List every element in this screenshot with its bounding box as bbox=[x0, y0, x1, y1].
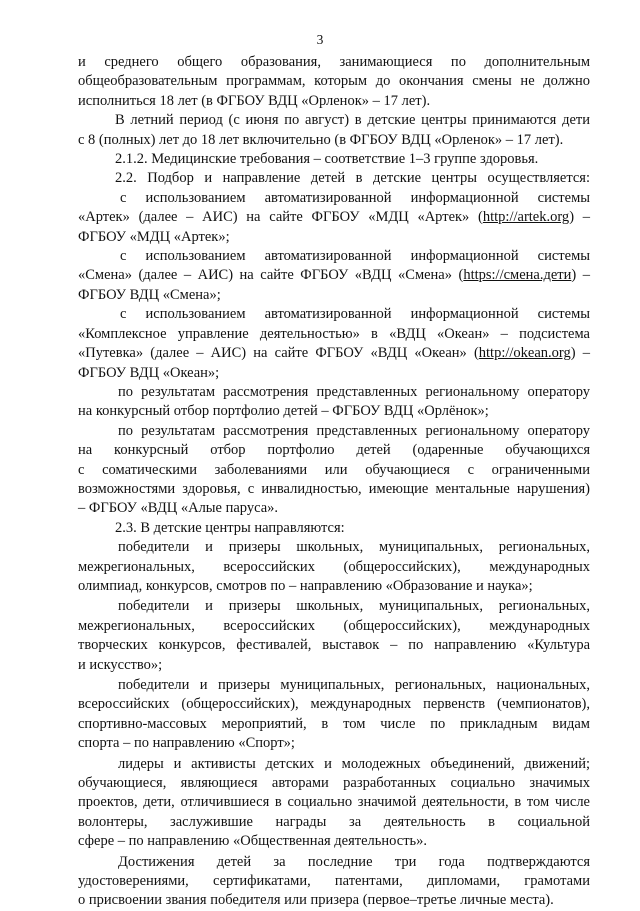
text-line: победители и призеры школьных, муниципальных, региональных, bbox=[118, 598, 590, 615]
text-line: лидеры и активисты детских и молодежных объединений, движений; bbox=[118, 755, 590, 772]
paragraph-orlenok bbox=[78, 383, 590, 422]
text-line: с 8 (полных) лет до 18 лет включительно (в ФГБОУ ВДЦ «Орленок» – 17 лет). bbox=[78, 131, 564, 148]
text-line: с использованием автоматизированной информационной системы bbox=[120, 306, 590, 323]
paragraph-achievements bbox=[78, 853, 590, 911]
text-line: ФГБОУ ВДЦ «Океан»; bbox=[78, 364, 220, 381]
text-line: – ФГБОУ «ВДЦ «Алые паруса». bbox=[78, 500, 279, 517]
text-line: всероссийских (общероссийских), международных первенств (чемпионатов), bbox=[78, 696, 590, 713]
text-line: на конкурсный отбор портфолио детей (одаренные обучающихся bbox=[78, 442, 590, 459]
paragraph-summer-period bbox=[78, 111, 590, 150]
text-line: творческих конкурсов, фестивалей, выставок – по направлению «Культура bbox=[78, 637, 590, 654]
text-line-with-link: «Артек» (далее – АИС) на сайте ФГБОУ «МДЦ «Артек» (http://artek.org) – bbox=[78, 209, 590, 226]
document-body bbox=[78, 53, 590, 911]
text-line: обучающиеся, являющиеся авторами разработанных социально значимых bbox=[78, 775, 590, 792]
text-line: по результатам рассмотрения представленных региональному оператору bbox=[118, 422, 590, 439]
text-line-with-link: «Смена» (далее – АИС) на сайте ФГБОУ «ВДЦ «Смена» (https://смена.дети) – bbox=[78, 267, 590, 284]
text-line: «Комплексное управление деятельностью» в «ВДЦ «Океан» – подсистема bbox=[78, 325, 590, 342]
paragraph-culture bbox=[78, 597, 590, 675]
text-line: Достижения детей за последние три года подтверждаются bbox=[118, 853, 590, 870]
text-line: межрегиональных, всероссийских (общероссийских), международных bbox=[78, 617, 590, 634]
paragraph-2-2 bbox=[78, 169, 590, 188]
text-line: проектов, дети, отличившиеся в социально значимой деятельности, в том числе bbox=[78, 794, 590, 811]
text-line: 2.1.2. Медицинские требования – соответствие 1–3 группе здоровья. bbox=[115, 151, 539, 168]
paragraph-sport bbox=[78, 676, 590, 754]
text-line: удостоверениями, сертификатами, патентами, дипломами, грамотами bbox=[78, 873, 590, 890]
text-line: победители и призеры муниципальных, региональных, национальных, bbox=[118, 677, 590, 693]
website-link[interactable]: https://смена.дети bbox=[463, 267, 572, 284]
text-line: и искусство»; bbox=[78, 656, 163, 673]
paragraph-alye-parusa bbox=[78, 422, 590, 519]
text-line: возможностями здоровья, с инвалидностью, имеющие ментальные нарушения) bbox=[78, 480, 590, 497]
text-line: о присвоении звания победителя или призера (первое–третье личные места). bbox=[78, 892, 554, 909]
text-line: ФГБОУ «МДЦ «Артек»; bbox=[78, 228, 230, 245]
text-line: с использованием автоматизированной информационной системы bbox=[120, 248, 590, 265]
text-line: спортивно-массовых мероприятий, в том числе по прикладным видам bbox=[78, 715, 590, 732]
text-line: исполниться 18 лет (в ФГБОУ ВДЦ «Орленок» – 17 лет). bbox=[78, 92, 431, 109]
paragraph-education bbox=[78, 538, 590, 596]
text-line: на конкурсный отбор портфолио детей – ФГБОУ ВДЦ «Орлёнок»; bbox=[78, 403, 489, 420]
text-line: с использованием автоматизированной информационной системы bbox=[120, 189, 590, 206]
text-line: по результатам рассмотрения представленных региональному оператору bbox=[118, 383, 590, 400]
text-line: победители и призеры школьных, муниципальных, региональных, bbox=[118, 539, 590, 556]
text-line: сфере – по направлению «Общественная деятельность». bbox=[78, 833, 428, 850]
text-line-with-link: «Путевка» (далее – АИС) на сайте ФГБОУ «ВДЦ «Океан» (http://okean.org) – bbox=[78, 345, 590, 362]
text-line: и среднего общего образования, занимающиеся по дополнительным bbox=[78, 54, 590, 70]
text-line: В летний период (с июня по август) в детские центры принимаются дети bbox=[115, 112, 590, 129]
text-line: с соматическими заболеваниями или обучающиеся с ограниченными bbox=[78, 461, 590, 478]
text-line: олимпиад, конкурсов, смотров по – направлению «Образование и наука»; bbox=[78, 577, 533, 594]
paragraph-2-1-2 bbox=[78, 150, 590, 169]
text-line: 2.3. В детские центры направляются: bbox=[115, 519, 345, 536]
text-line: спорта – по направлению «Спорт»; bbox=[78, 735, 295, 752]
text-line: 2.2. Подбор и направление детей в детские центры осуществляется: bbox=[115, 170, 590, 187]
paragraph-social bbox=[78, 755, 590, 852]
text-line: ФГБОУ ВДЦ «Смена»; bbox=[78, 286, 221, 303]
website-link[interactable]: http://artek.org bbox=[482, 209, 570, 226]
paragraph-smena bbox=[78, 247, 590, 305]
paragraph-2-3 bbox=[78, 519, 590, 538]
page-number: 3 bbox=[316, 32, 324, 47]
text-line: волонтеры, заслужившие награды за деятельность в социальной bbox=[78, 813, 590, 830]
paragraph-okean bbox=[78, 305, 590, 383]
text-line: общеобразовательным программам, которым до окончания смены не должно bbox=[78, 73, 590, 90]
paragraph-continuation bbox=[78, 53, 590, 111]
text-line: межрегиональных, всероссийских (общероссийских), международных bbox=[78, 558, 590, 575]
paragraph-artek bbox=[78, 189, 590, 247]
website-link[interactable]: http://okean.org bbox=[478, 345, 571, 362]
